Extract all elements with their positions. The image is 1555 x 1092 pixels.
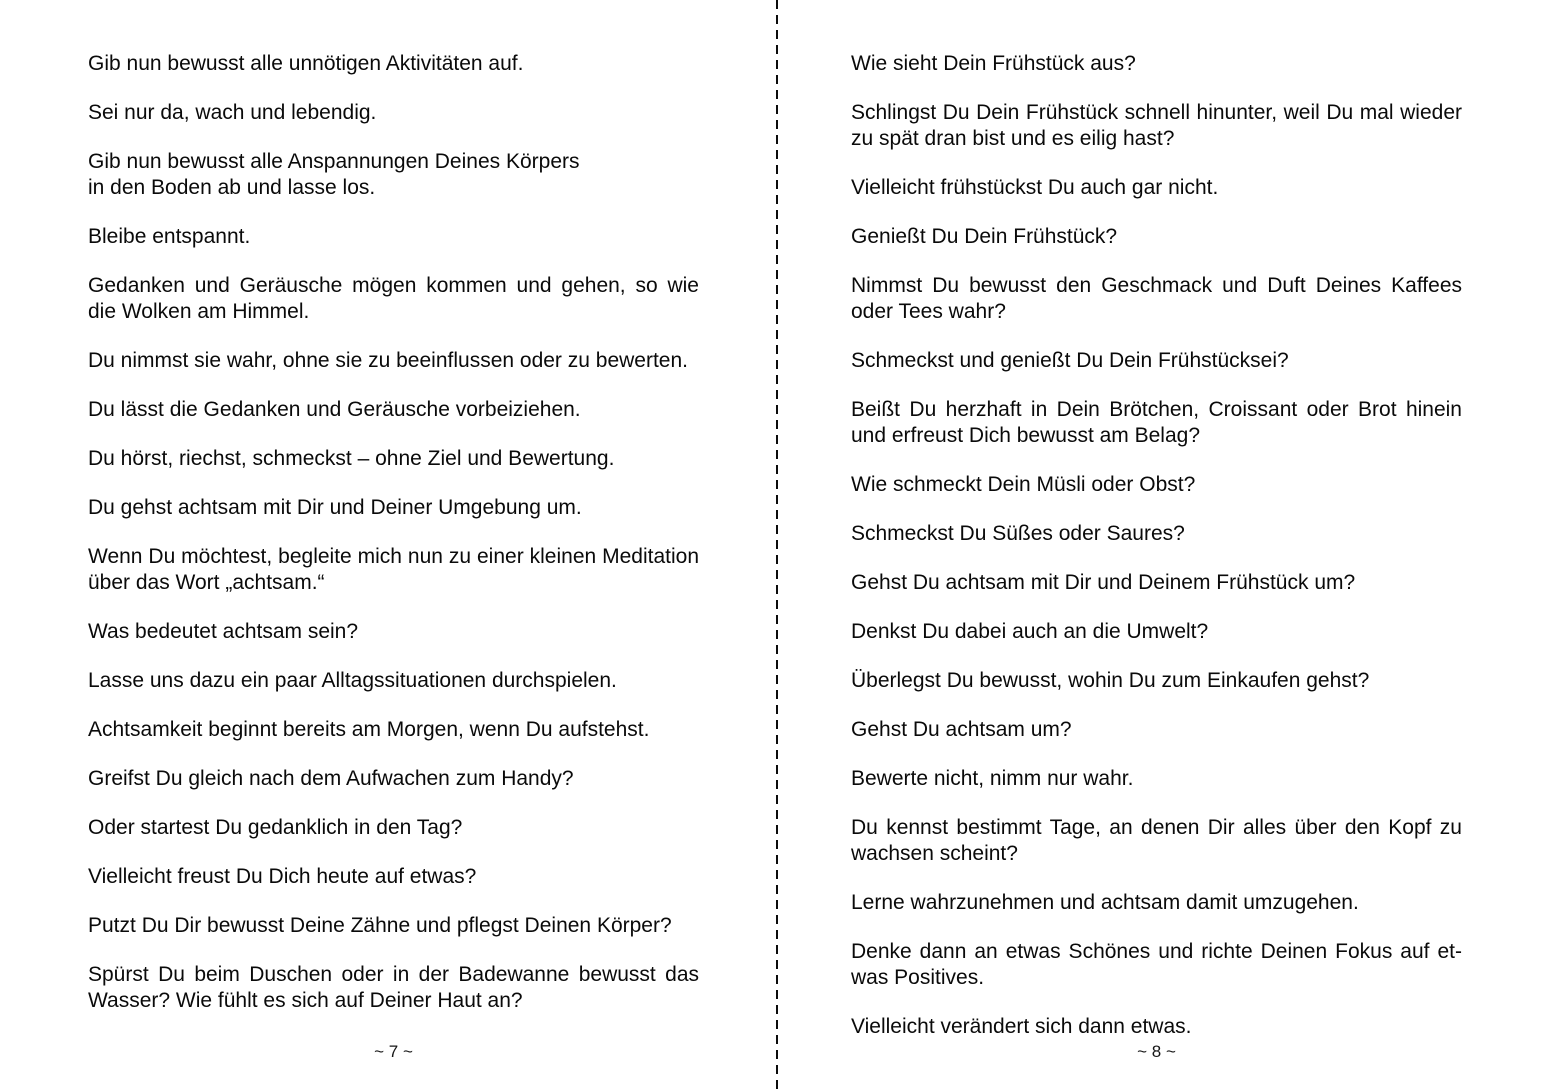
paragraph: Schlingst Du Dein Frühstück schnell hinunter, weil Du mal wieder zu spät dran bist und es eilig hast?	[851, 101, 1462, 150]
page-number-left: ~ 7 ~	[374, 1042, 413, 1061]
page-right-paragraphs	[851, 51, 1462, 1040]
page-fold-divider	[776, 0, 778, 1092]
paragraph: Du kennst bestimmt Tage, an denen Dir alles über den Kopf zu wachsen scheint?	[851, 816, 1462, 865]
paragraph: Gib nun bewusst alle unnötigen Aktivitäten auf.	[88, 52, 524, 75]
paragraph: Sei nur da, wach und lebendig.	[88, 101, 377, 124]
paragraph: Schmeckst und genießt Du Dein Frühstücksei?	[851, 349, 1289, 372]
paragraph: Gedanken und Geräusche mögen kommen und gehen, so wie die Wolken am Himmel.	[88, 274, 699, 323]
page-right	[851, 51, 1462, 1092]
page-left	[88, 51, 699, 1092]
paragraph: Gib nun bewusst alle Anspannungen Deines Körpers in den Boden ab und lasse los.	[88, 150, 580, 199]
paragraph: Du lässt die Gedanken und Geräusche vorbeiziehen.	[88, 398, 581, 421]
paragraph: Schmeckst Du Süßes oder Saures?	[851, 522, 1185, 545]
paragraph: Du hörst, riechst, schmeckst – ohne Ziel und Bewertung.	[88, 447, 615, 470]
paragraph: Gehst Du achtsam mit Dir und Deinem Frühstück um?	[851, 571, 1356, 594]
paragraph: Wenn Du möchtest, begleite mich nun zu einer kleinen Meditation über das Wort „achtsam.“	[88, 545, 699, 594]
paragraph: Putzt Du Dir bewusst Deine Zähne und pflegst Deinen Körper?	[88, 914, 672, 937]
paragraph: Lasse uns dazu ein paar Alltagssituationen durchspielen.	[88, 669, 617, 692]
paragraph: Achtsamkeit beginnt bereits am Morgen, wenn Du aufstehst.	[88, 718, 650, 741]
page-number-right: ~ 8 ~	[1137, 1042, 1176, 1061]
paragraph: Bleibe entspannt.	[88, 225, 251, 248]
paragraph: Denke dann an etwas Schönes und richte Deinen Fokus auf etwas Positives.	[851, 940, 1462, 989]
paragraph: Oder startest Du gedanklich in den Tag?	[88, 816, 463, 839]
paragraph: Denkst Du dabei auch an die Umwelt?	[851, 620, 1209, 643]
paragraph: Gehst Du achtsam um?	[851, 718, 1072, 741]
paragraph: Vielleicht frühstückst Du auch gar nicht.	[851, 176, 1219, 199]
paragraph: Vielleicht freust Du Dich heute auf etwas?	[88, 865, 477, 888]
paragraph: Überlegst Du bewusst, wohin Du zum Einkaufen gehst?	[851, 669, 1370, 692]
paragraph: Beißt Du herzhaft in Dein Brötchen, Croissant oder Brot hinein und erfreust Dich bewusst am Belag?	[851, 398, 1462, 447]
paragraph: Du gehst achtsam mit Dir und Deiner Umgebung um.	[88, 496, 582, 519]
paragraph: Genießt Du Dein Frühstück?	[851, 225, 1118, 248]
paragraph: Greifst Du gleich nach dem Aufwachen zum Handy?	[88, 767, 574, 790]
paragraph: Was bedeutet achtsam sein?	[88, 620, 359, 643]
paragraph: Lerne wahrzunehmen und achtsam damit umzugehen.	[851, 891, 1359, 914]
paragraph: Wie sieht Dein Frühstück aus?	[851, 52, 1136, 75]
paragraph: Spürst Du beim Duschen oder in der Badewanne bewusst das Wasser? Wie fühlt es sich auf Deiner Haut an?	[88, 963, 699, 1012]
paragraph: Bewerte nicht, nimm nur wahr.	[851, 767, 1134, 790]
paragraph: Vielleicht verändert sich dann etwas.	[851, 1015, 1192, 1038]
paragraph: Nimmst Du bewusst den Geschmack und Duft Deines Kaffees oder Tees wahr?	[851, 274, 1462, 323]
paragraph: Du nimmst sie wahr, ohne sie zu beeinflussen oder zu bewerten.	[88, 349, 688, 372]
paragraph: Wie schmeckt Dein Müsli oder Obst?	[851, 473, 1196, 496]
page-left-paragraphs	[88, 51, 699, 1014]
